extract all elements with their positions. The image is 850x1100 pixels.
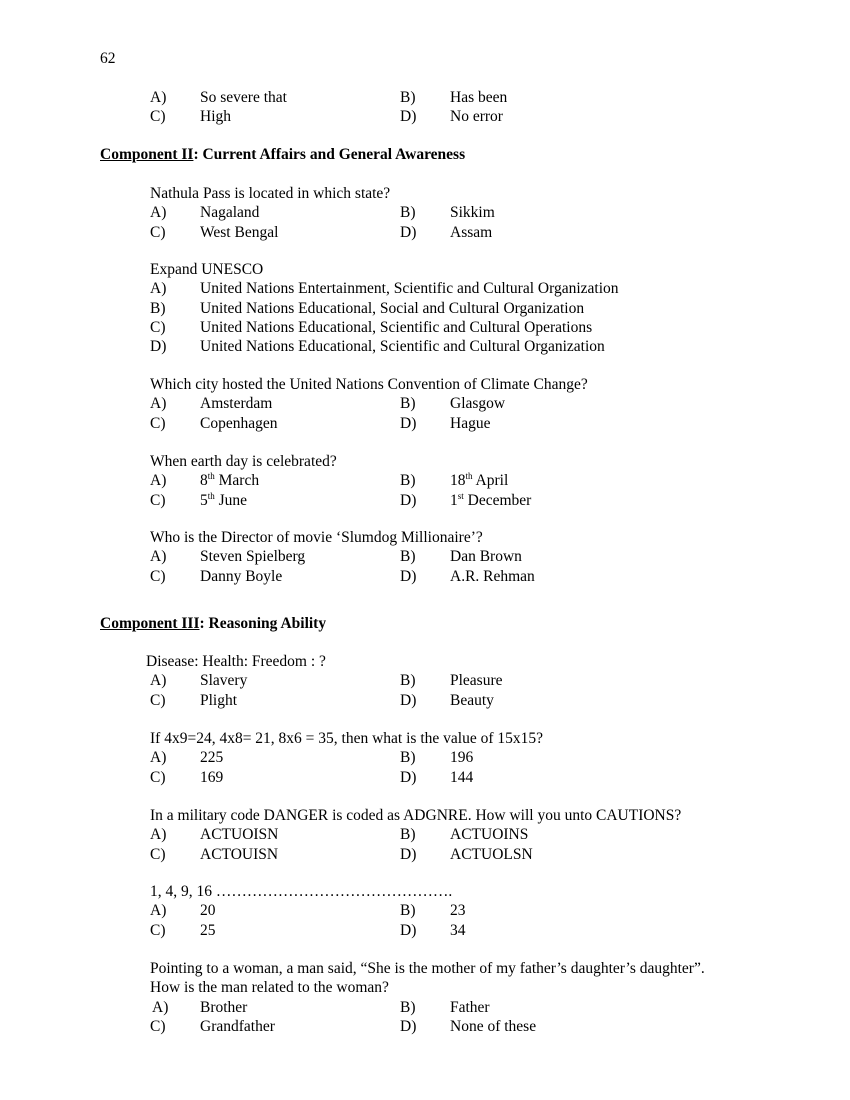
section-heading-component-3 — [100, 615, 326, 633]
question-text: Expand UNESCO — [150, 261, 264, 278]
option-row — [150, 1017, 790, 1036]
option-row — [150, 845, 790, 864]
option-text: 20 — [200, 902, 216, 920]
option-text: Grandfather — [200, 1017, 275, 1035]
option-label: D) — [400, 567, 417, 585]
option-label: B) — [400, 902, 416, 920]
option-row — [150, 223, 790, 242]
option-text: ACTOUISN — [200, 845, 279, 863]
option-label: A) — [150, 672, 167, 690]
option-label: B) — [400, 395, 416, 413]
option-row — [150, 279, 790, 298]
option-row — [150, 768, 790, 787]
option-text: United Nations Educational, Social and Cultural Organization — [200, 299, 585, 317]
question-block — [150, 260, 790, 356]
option-text: 34 — [450, 921, 466, 939]
page-number: 62 — [100, 50, 116, 67]
option-text: 8th March — [200, 471, 260, 490]
option-row — [150, 299, 790, 318]
option-text: Amsterdam — [200, 395, 273, 413]
option-label: C) — [150, 768, 166, 786]
question-block — [150, 882, 790, 940]
option-text: Danny Boyle — [200, 567, 283, 585]
option-row — [150, 107, 790, 126]
section-heading-label: Component II — [100, 146, 194, 163]
option-label: C) — [150, 921, 166, 939]
option-text: United Nations Educational, Scientific and Cultural Operations — [200, 318, 593, 336]
option-label: A) — [150, 204, 167, 222]
question-block — [150, 959, 790, 1036]
option-label: D) — [400, 691, 417, 709]
option-label: A) — [150, 826, 167, 844]
option-row — [150, 825, 790, 844]
question-block — [150, 806, 790, 864]
option-row — [150, 748, 790, 767]
option-text: 18th April — [450, 471, 509, 490]
option-text: 5th June — [200, 490, 248, 509]
option-text: Assam — [450, 223, 493, 241]
option-label: B) — [400, 749, 416, 767]
option-text: Copenhagen — [200, 414, 278, 432]
option-text: Plight — [200, 691, 238, 709]
option-label: D) — [400, 491, 417, 509]
section-heading-label: Component III — [100, 615, 200, 632]
option-row — [150, 318, 790, 337]
question-text: In a military code DANGER is coded as ADGNRE. How will you unto CAUTIONS? — [150, 807, 682, 824]
option-text: Dan Brown — [450, 548, 522, 566]
option-label: D) — [150, 338, 167, 356]
option-label: B) — [400, 472, 416, 490]
option-label: A) — [150, 749, 167, 767]
option-text: 23 — [450, 902, 466, 920]
option-text: Has been — [450, 89, 508, 106]
option-row — [150, 998, 790, 1017]
option-text: None of these — [450, 1017, 537, 1035]
option-label: C) — [150, 414, 166, 432]
option-row — [150, 491, 790, 510]
option-text: So severe that — [200, 89, 287, 106]
question-block — [150, 375, 790, 433]
option-label: D) — [400, 414, 417, 432]
option-text: 144 — [450, 768, 474, 786]
option-text: Beauty — [450, 691, 494, 709]
option-label: B) — [400, 204, 416, 222]
option-text: Sikkim — [450, 204, 495, 222]
option-row — [150, 567, 790, 586]
option-row — [150, 671, 790, 690]
option-label: A) — [150, 548, 167, 566]
section-heading-component-2 — [100, 146, 465, 164]
question-block — [146, 652, 790, 710]
question-text: Which city hosted the United Nations Convention of Climate Change? — [150, 376, 588, 393]
previous-question-options — [150, 88, 790, 127]
option-text: 225 — [200, 749, 224, 767]
option-text: Slavery — [200, 672, 248, 690]
option-text: 196 — [450, 749, 474, 767]
option-label: B) — [400, 548, 416, 566]
option-text: Pleasure — [450, 672, 503, 690]
question-text: Pointing to a woman, a man said, “She is the mother of my father’s daughter’s daughter”. — [150, 960, 705, 977]
option-text: United Nations Entertainment, Scientific and Cultural Organization — [200, 280, 619, 298]
option-label: A) — [150, 472, 167, 490]
question-block — [150, 729, 790, 787]
option-row — [150, 547, 790, 566]
question-text: Disease: Health: Freedom : ? — [146, 653, 326, 670]
question-text: 1, 4, 9, 16 ………………………………………. — [150, 883, 453, 900]
option-label: C) — [150, 223, 166, 241]
question-block — [150, 528, 790, 586]
option-row — [150, 901, 790, 920]
question-text: If 4x9=24, 4x8= 21, 8x6 = 35, then what is the value of 15x15? — [150, 730, 543, 747]
option-text: 169 — [200, 768, 224, 786]
question-text: Nathula Pass is located in which state? — [150, 185, 391, 202]
question-text: Who is the Director of movie ‘Slumdog Millionaire’? — [150, 529, 483, 546]
option-label: B) — [150, 299, 166, 317]
option-label: C) — [150, 491, 166, 509]
option-text: Nagaland — [200, 204, 260, 222]
option-label: C) — [150, 318, 166, 336]
option-label: C) — [150, 1017, 166, 1035]
option-text: A.R. Rehman — [450, 567, 535, 585]
option-row — [150, 471, 790, 490]
option-label: A) — [152, 998, 169, 1016]
question-text: When earth day is celebrated? — [150, 453, 337, 470]
option-label: B) — [400, 89, 416, 106]
option-label: B) — [400, 998, 416, 1016]
option-label: D) — [400, 223, 417, 241]
option-row — [150, 691, 790, 710]
option-text: United Nations Educational, Scientific and Cultural Organization — [200, 338, 605, 356]
question-text-continued: How is the man related to the woman? — [150, 979, 389, 997]
option-text: No error — [450, 108, 503, 126]
option-text: Hague — [450, 414, 491, 432]
option-text: Glasgow — [450, 395, 506, 413]
option-text: 25 — [200, 921, 216, 939]
section-heading-text: : Current Affairs and General Awareness — [193, 146, 466, 163]
option-text: Steven Spielberg — [200, 548, 306, 566]
question-block — [150, 184, 790, 242]
option-label: C) — [150, 567, 166, 585]
option-text: Father — [450, 998, 490, 1016]
option-label: A) — [150, 280, 167, 298]
section-heading-text: : Reasoning Ability — [199, 615, 327, 632]
option-row — [150, 337, 790, 356]
option-text: High — [200, 108, 231, 126]
option-label: A) — [150, 395, 167, 413]
option-label: C) — [150, 845, 166, 863]
option-text: West Bengal — [200, 223, 279, 241]
option-label: A) — [150, 902, 167, 920]
option-text: ACTUOINS — [450, 826, 529, 844]
option-label: C) — [150, 108, 166, 126]
option-text: 1st December — [450, 490, 532, 509]
option-label: D) — [400, 768, 417, 786]
option-label: D) — [400, 108, 417, 126]
option-row — [150, 921, 790, 940]
option-text: ACTUOLSN — [450, 845, 533, 863]
option-label: A) — [150, 89, 167, 106]
option-row — [150, 88, 790, 107]
option-row — [150, 394, 790, 413]
option-label: D) — [400, 921, 417, 939]
option-row — [150, 203, 790, 222]
option-label: D) — [400, 1017, 417, 1035]
option-label: C) — [150, 691, 166, 709]
option-row — [150, 414, 790, 433]
option-label: D) — [400, 845, 417, 863]
option-text: ACTUOISN — [200, 826, 279, 844]
option-text: Brother — [200, 998, 248, 1016]
question-block — [150, 452, 790, 510]
option-label: B) — [400, 672, 416, 690]
option-label: B) — [400, 826, 416, 844]
